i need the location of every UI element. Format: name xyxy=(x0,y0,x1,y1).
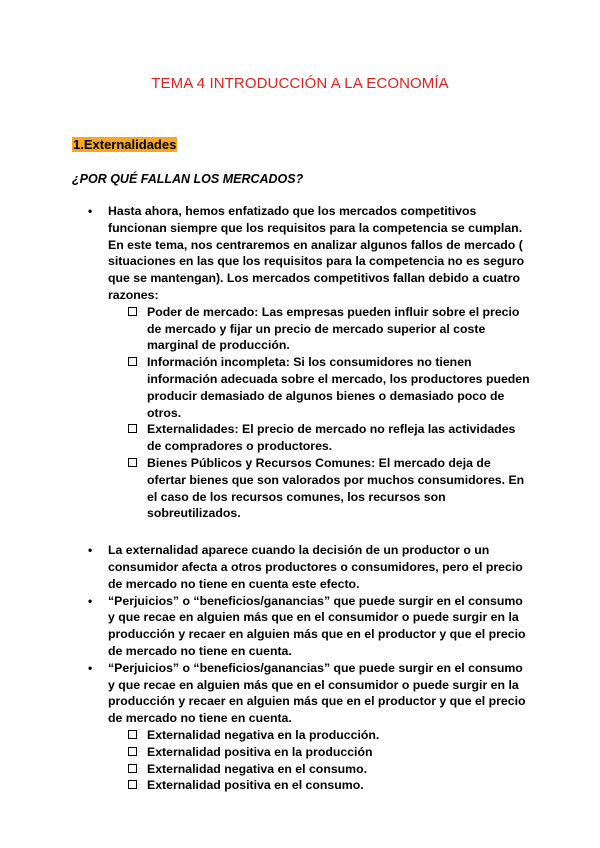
checkbox-text: Información incompleta: Si los consumidores no tienen información adecuada sobre el mercado, los productores pueden producir demasiado de algunos bienes o demasiado poco de otros. xyxy=(147,355,530,420)
checkbox-list xyxy=(128,727,532,794)
checkbox-item xyxy=(128,354,532,421)
checkbox-list xyxy=(128,304,532,522)
checkbox-icon xyxy=(128,424,137,433)
checkbox-text: Externalidad negativa en el consumo. xyxy=(147,761,368,776)
checkbox-icon xyxy=(128,780,137,789)
checkbox-item xyxy=(128,777,532,794)
bullet-item xyxy=(72,660,532,794)
checkbox-text: Externalidad positiva en el consumo. xyxy=(147,778,364,793)
bullet-item xyxy=(72,542,532,592)
checkbox-item xyxy=(128,727,532,744)
checkbox-icon xyxy=(128,747,137,756)
bullet-icon: • xyxy=(88,660,93,675)
checkbox-text: Externalidades: El precio de mercado no refleja las actividades de compradores o productores. xyxy=(147,422,516,454)
bullet-item xyxy=(72,203,532,522)
bullet-item xyxy=(72,593,532,660)
checkbox-item xyxy=(128,421,532,455)
bullet-list xyxy=(72,203,532,794)
checkbox-icon xyxy=(128,458,137,467)
checkbox-icon xyxy=(128,307,137,316)
section-heading: 1.Externalidades xyxy=(73,137,177,152)
bullet-icon: • xyxy=(88,204,93,218)
checkbox-text: Poder de mercado: Las empresas pueden influir sobre el precio de mercado y fijar un precio de mercado superior al coste marginal de producción. xyxy=(147,304,520,353)
bullet-icon: • xyxy=(88,543,93,558)
bullet-icon: • xyxy=(88,593,93,608)
bullet-text: “Perjuicios” o “beneficios/ganancias” que puede surgir en el consumo y que recae en alguien más que en el consumidor o puede surgir en la producción y recaer en alguien más que en el productor y que el precio de mercado no tiene en cuenta. xyxy=(108,593,526,658)
checkbox-icon xyxy=(128,357,137,366)
checkbox-icon xyxy=(128,730,137,739)
bullet-text: Hasta ahora, hemos enfatizado que los mercados competitivos funcionan siempre que los requisitos para la competencia se cumplan. En este tema, nos centraremos en analizar algunos fallos de mercado ( situaciones en las que los requisitos para la competencia no es seguro que se mantengan). Los mercados competitivos fallan debido a cuatro razones: xyxy=(108,204,525,302)
checkbox-text: Externalidad positiva en la producción xyxy=(147,744,373,759)
page-title: TEMA 4 INTRODUCCIÓN A LA ECONOMÍA xyxy=(151,75,449,92)
checkbox-item xyxy=(128,304,532,354)
checkbox-text: Bienes Públicos y Recursos Comunes: El mercado deja de ofertar bienes que son valorados por muchos consumidores. En el caso de los recursos comunes, los recursos son sobreutilizados. xyxy=(147,455,525,521)
subheading-question: ¿POR QUÉ FALLAN LOS MERCADOS? xyxy=(72,172,304,186)
checkbox-item xyxy=(128,761,532,778)
bullet-text: “Perjuicios” o “beneficios/ganancias” que puede surgir en el consumo y que recae en alguien más que en el consumidor o puede surgir en la producción y recaer en alguien más que en el productor y que el precio de mercado no tiene en cuenta. xyxy=(108,660,526,726)
checkbox-icon xyxy=(128,764,137,773)
checkbox-item xyxy=(128,744,532,761)
checkbox-item xyxy=(128,455,532,522)
bullet-text: La externalidad aparece cuando la decisión de un productor o un consumidor afecta a otros productores o consumidores, pero el precio de mercado no tiene en cuenta este efecto. xyxy=(108,543,523,591)
checkbox-text: Externalidad negativa en la producción. xyxy=(147,727,380,742)
